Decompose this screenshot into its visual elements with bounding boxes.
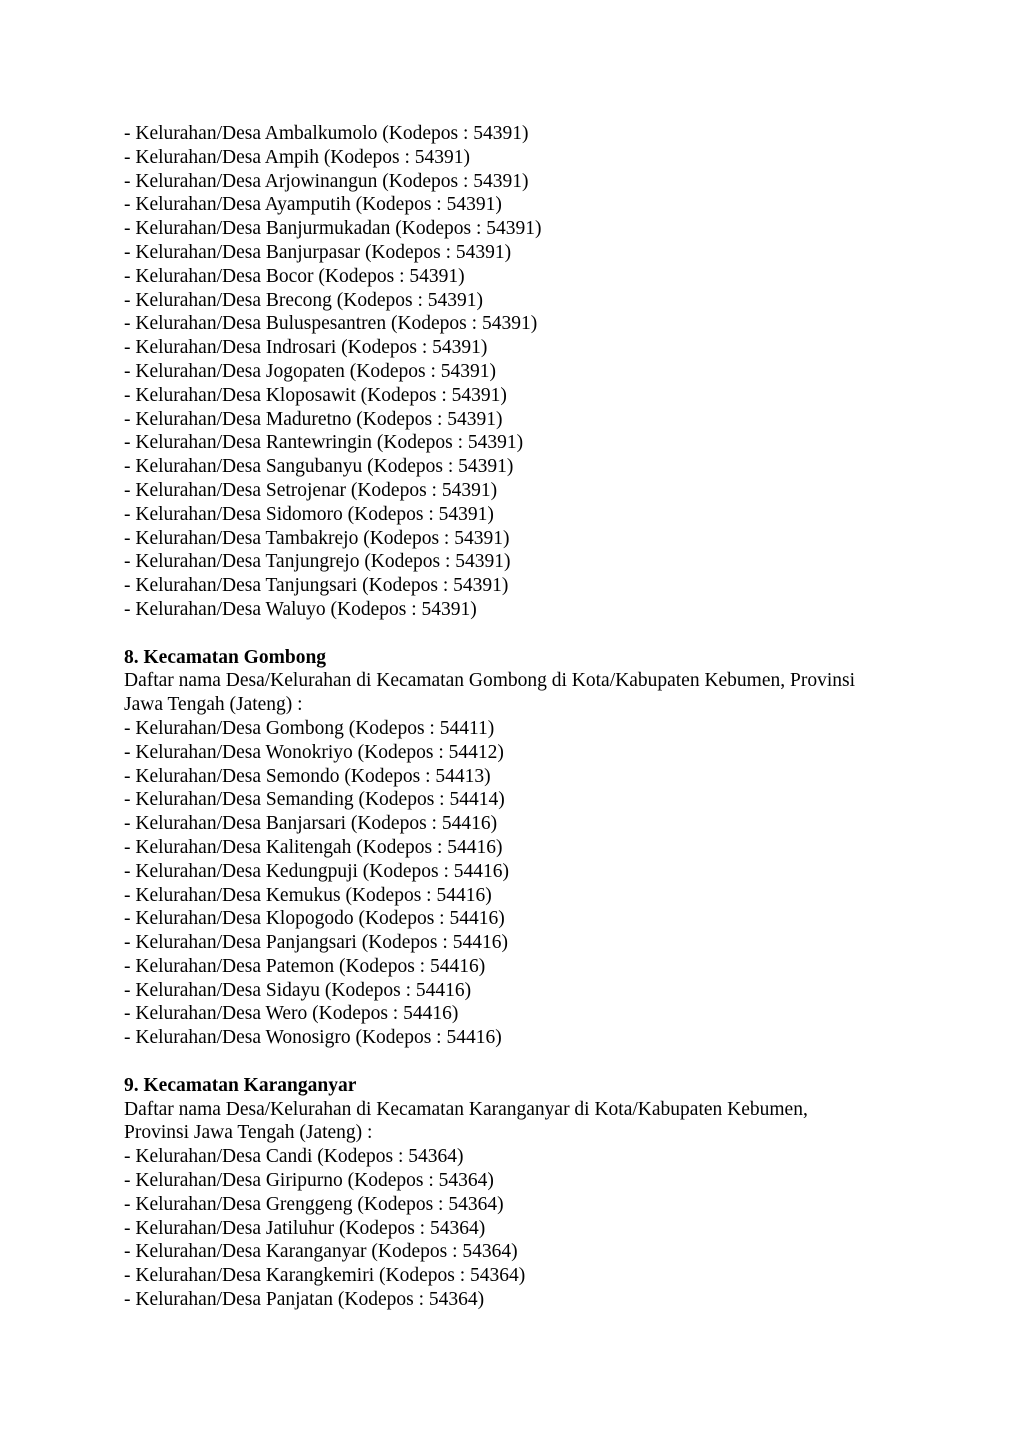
list-item: - Kelurahan/Desa Banjurpasar (Kodepos : 54391) [124, 241, 512, 263]
section-intro-line: Daftar nama Desa/Kelurahan di Kecamatan Karanganyar di Kota/Kabupaten Kebumen, [124, 1098, 808, 1120]
section-karanganyar [124, 1074, 924, 1312]
list-item: - Kelurahan/Desa Wonosigro (Kodepos : 54416) [124, 1027, 502, 1049]
section-intro [124, 669, 924, 717]
list-item: - Kelurahan/Desa Wero (Kodepos : 54416) [124, 1003, 459, 1025]
list-item: - Kelurahan/Desa Panjatan (Kodepos : 54364) [124, 1289, 485, 1311]
section-intro-line: Daftar nama Desa/Kelurahan di Kecamatan Gombong di Kota/Kabupaten Kebumen, Provinsi [124, 670, 856, 692]
list-item: - Kelurahan/Desa Candi (Kodepos : 54364) [124, 1146, 464, 1168]
first-village-list [124, 122, 924, 622]
section-spacer [124, 622, 924, 646]
list-item: - Kelurahan/Desa Sangubanyu (Kodepos : 54391) [124, 456, 514, 478]
list-item: - Kelurahan/Desa Tambakrejo (Kodepos : 54391) [124, 527, 510, 549]
section-gombong [124, 646, 924, 1051]
list-item: - Kelurahan/Desa Kalitengah (Kodepos : 54416) [124, 836, 503, 858]
list-item: - Kelurahan/Desa Kemukus (Kodepos : 54416) [124, 884, 492, 906]
list-item: - Kelurahan/Desa Jogopaten (Kodepos : 54391) [124, 360, 497, 382]
section-intro [124, 1098, 924, 1146]
list-item: - Kelurahan/Desa Patemon (Kodepos : 54416) [124, 955, 486, 977]
list-item: - Kelurahan/Desa Ampih (Kodepos : 54391) [124, 146, 471, 168]
list-item: - Kelurahan/Desa Karangkemiri (Kodepos : 54364) [124, 1265, 526, 1287]
list-item: - Kelurahan/Desa Ambalkumolo (Kodepos : 54391) [124, 123, 529, 144]
list-item: - Kelurahan/Desa Waluyo (Kodepos : 54391) [124, 598, 477, 620]
list-item: - Kelurahan/Desa Setrojenar (Kodepos : 54391) [124, 479, 498, 501]
section-heading: 8. Kecamatan Gombong [124, 646, 327, 668]
list-item: - Kelurahan/Desa Buluspesantren (Kodepos : 54391) [124, 313, 538, 335]
list-item: - Kelurahan/Desa Klopogodo (Kodepos : 54416) [124, 908, 505, 930]
list-item: - Kelurahan/Desa Maduretno (Kodepos : 54391) [124, 408, 503, 430]
list-item: - Kelurahan/Desa Kedungpuji (Kodepos : 54416) [124, 860, 510, 882]
list-item: - Kelurahan/Desa Ayamputih (Kodepos : 54391) [124, 194, 502, 216]
section-intro-line: Jawa Tengah (Jateng) : [124, 694, 303, 716]
document-page [124, 122, 924, 1312]
list-item: - Kelurahan/Desa Sidomoro (Kodepos : 54391) [124, 503, 494, 525]
list-item: - Kelurahan/Desa Panjangsari (Kodepos : 54416) [124, 932, 508, 954]
list-item: - Kelurahan/Desa Banjarsari (Kodepos : 54416) [124, 813, 498, 835]
list-item: - Kelurahan/Desa Gombong (Kodepos : 54411) [124, 717, 495, 739]
list-item: - Kelurahan/Desa Jatiluhur (Kodepos : 54364) [124, 1217, 486, 1239]
section-intro-line: Provinsi Jawa Tengah (Jateng) : [124, 1122, 373, 1144]
section-heading: 9. Kecamatan Karanganyar [124, 1074, 357, 1096]
list-item: - Kelurahan/Desa Tanjungrejo (Kodepos : 54391) [124, 551, 511, 573]
list-item: - Kelurahan/Desa Rantewringin (Kodepos : 54391) [124, 432, 524, 454]
list-item: - Kelurahan/Desa Brecong (Kodepos : 54391) [124, 289, 484, 311]
list-item: - Kelurahan/Desa Giripurno (Kodepos : 54364) [124, 1170, 494, 1192]
list-item: - Kelurahan/Desa Grenggeng (Kodepos : 54364) [124, 1193, 504, 1215]
list-item: - Kelurahan/Desa Arjowinangun (Kodepos : 54391) [124, 170, 529, 192]
list-item: - Kelurahan/Desa Kloposawit (Kodepos : 54391) [124, 384, 507, 406]
list-item: - Kelurahan/Desa Indrosari (Kodepos : 54391) [124, 337, 488, 359]
list-item: - Kelurahan/Desa Tanjungsari (Kodepos : 54391) [124, 575, 509, 597]
list-item: - Kelurahan/Desa Karanganyar (Kodepos : 54364) [124, 1241, 518, 1263]
list-item: - Kelurahan/Desa Banjurmukadan (Kodepos : 54391) [124, 218, 542, 240]
list-item: - Kelurahan/Desa Bocor (Kodepos : 54391) [124, 265, 465, 287]
list-item: - Kelurahan/Desa Semanding (Kodepos : 54414) [124, 789, 505, 811]
list-item: - Kelurahan/Desa Sidayu (Kodepos : 54416) [124, 979, 472, 1001]
section-spacer [124, 1050, 924, 1074]
list-item: - Kelurahan/Desa Semondo (Kodepos : 54413) [124, 765, 491, 787]
list-item: - Kelurahan/Desa Wonokriyo (Kodepos : 54412) [124, 741, 504, 763]
